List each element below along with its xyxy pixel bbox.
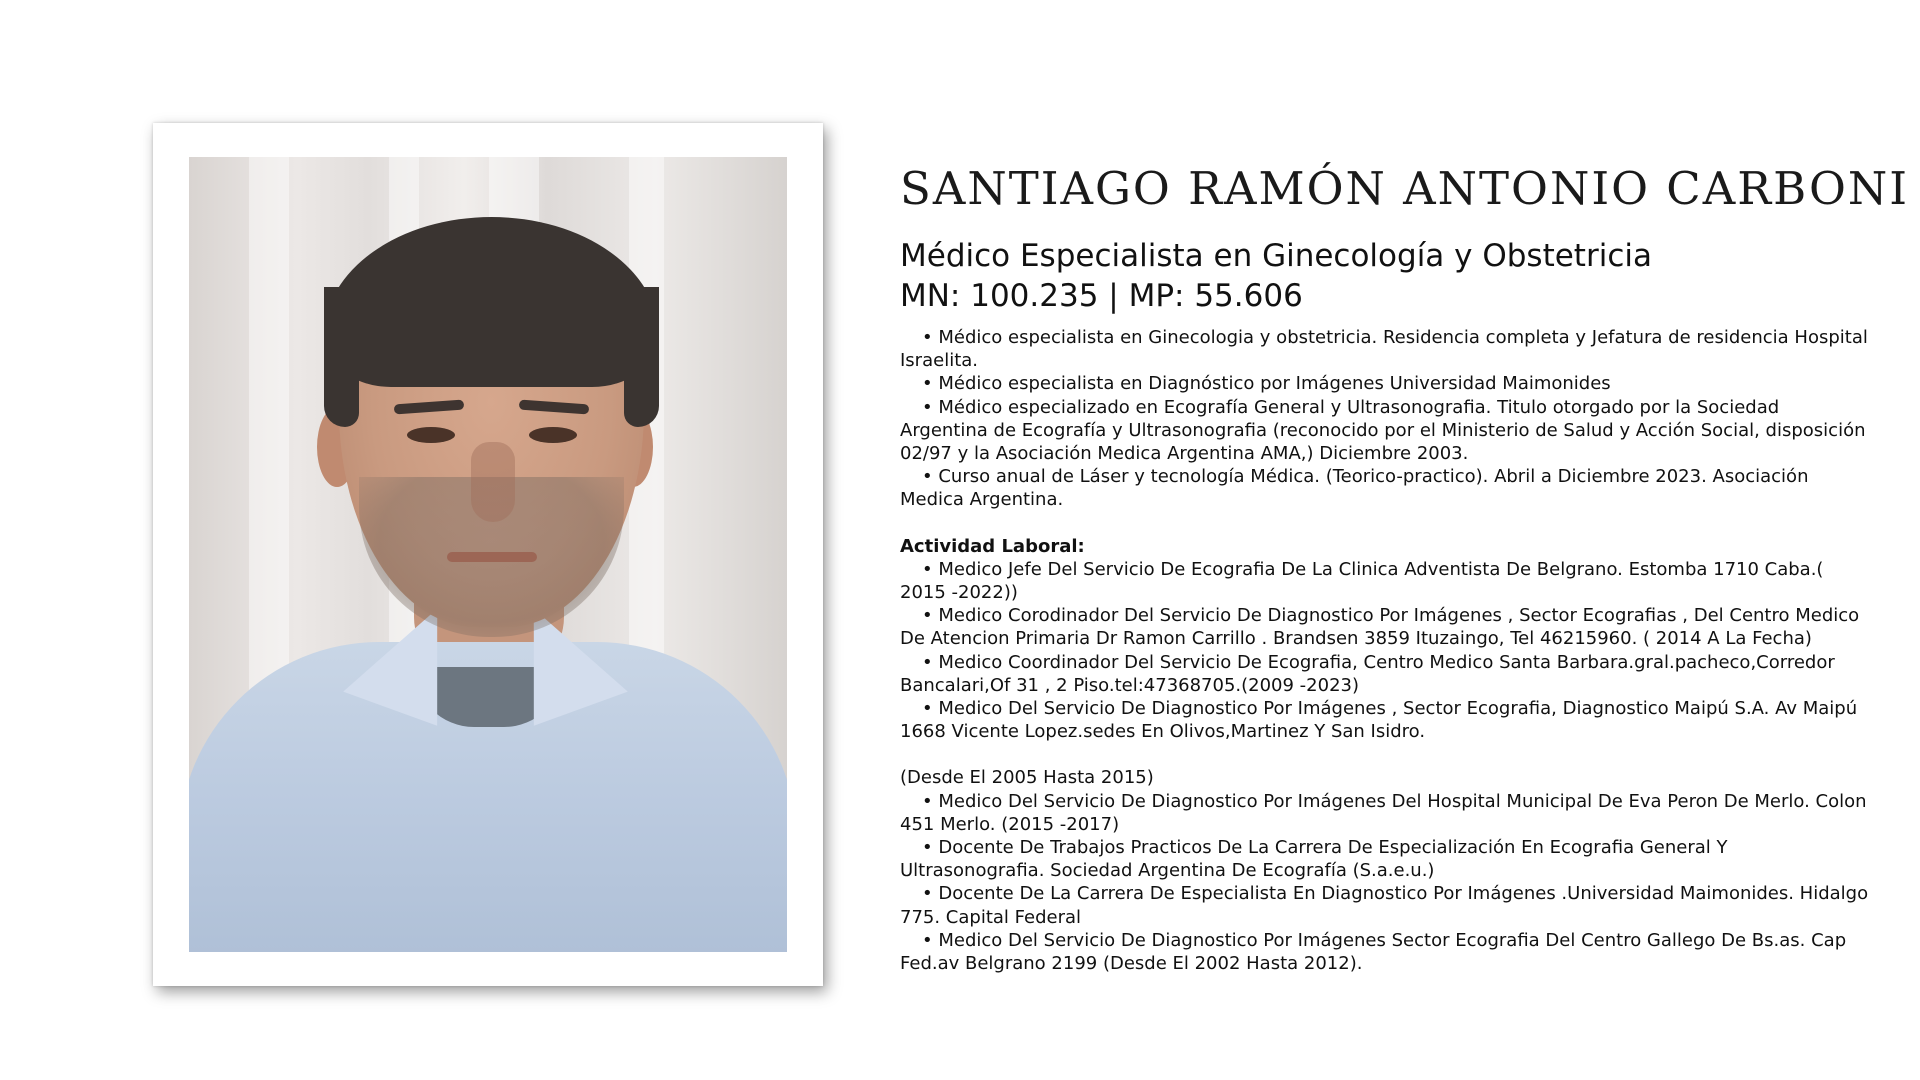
portrait-hair bbox=[324, 217, 659, 387]
portrait-photo bbox=[189, 157, 787, 952]
work-item: • Docente De La Carrera De Especialista En Diagnostico Por Imágenes .Universidad Maimonides. Hidalgo 775. Capital Federal bbox=[900, 883, 1869, 928]
education-item: • Curso anual de Láser y tecnología Médica. (Teorico-practico). Abril a Diciembre 2023. Asociación Medica Argentina. bbox=[900, 466, 1809, 511]
work-item: • Docente De Trabajos Practicos De La Carrera De Especialización En Ecografia General Y Ultrasonografia. Sociedad Argentina De Ecografía (S.a.e.u.) bbox=[900, 837, 1728, 882]
work-item: • Medico Del Servicio De Diagnostico Por Imágenes Sector Ecografia Del Centro Gallego De Bs.as. Cap Fed.av Belgrano 2199 (Desde El 2002 Hasta 2012). bbox=[900, 929, 1847, 975]
education-item: • Médico especialista en Ginecologia y obstetricia. Residencia completa y Jefatura de residencia Hospital Israelita. bbox=[900, 327, 1868, 372]
education-item: • Médico especializado en Ecografía General y Ultrasonografia. Titulo otorgado por la Sociedad Argentina de Ecografía y Ultrasonografia (reconocido por el Ministerio de Salud y Acción Social, disposición 02/97 y la Asociación Medica Argentina AMA,) Diciembre 2003. bbox=[900, 396, 1866, 465]
portrait-hair-side bbox=[324, 287, 359, 427]
portrait-hair-side bbox=[624, 287, 659, 427]
doctor-name: SANTIAGO RAMÓN ANTONIO CARBONI bbox=[900, 162, 1910, 215]
work-period-note: (Desde El 2005 Hasta 2015) bbox=[900, 767, 1154, 789]
work-heading: Actividad Laboral: bbox=[900, 535, 1085, 557]
work-item: • Medico Coordinador Del Servicio De Ecografia, Centro Medico Santa Barbara.gral.pacheco,Corredor Bancalari,Of 31 , 2 Piso.tel:47368705.(2009 -2023) bbox=[900, 651, 1835, 696]
spacer bbox=[900, 512, 1870, 535]
portrait-eye bbox=[529, 427, 577, 443]
photo-frame bbox=[153, 123, 823, 986]
work-item: • Medico Jefe Del Servicio De Ecografia De La Clinica Adventista De Belgrano. Estomba 1710 Caba.( 2015 -2022)) bbox=[900, 558, 1824, 604]
portrait-nose bbox=[471, 442, 515, 522]
portrait-eye bbox=[407, 427, 455, 443]
biography bbox=[900, 326, 1870, 975]
work-item: • Medico Corodinador Del Servicio De Diagnostico Por Imágenes , Sector Ecografias , Del Centro Medico De Atencion Primaria Dr Ramon Carrillo . Brandsen 3859 Ituzaingo, Tel 46215960. ( 2014 A La Fecha) bbox=[900, 605, 1860, 650]
education-item: • Médico especialista en Diagnóstico por Imágenes Universidad Maimonides bbox=[922, 373, 1611, 395]
specialty-title: Médico Especialista en Ginecología y Obstetricia bbox=[900, 238, 1652, 274]
spacer bbox=[900, 743, 1870, 766]
portrait-mouth bbox=[447, 552, 537, 562]
work-item: • Medico Del Servicio De Diagnostico Por Imágenes Del Hospital Municipal De Eva Peron De Merlo. Colon 451 Merlo. (2015 -2017) bbox=[900, 790, 1867, 835]
work-item: • Medico Del Servicio De Diagnostico Por Imágenes , Sector Ecografia, Diagnostico Maipú S.A. Av Maipú 1668 Vicente Lopez.sedes En Olivos,Martinez Y San Isidro. bbox=[900, 698, 1858, 743]
license-numbers: MN: 100.235 | MP: 55.606 bbox=[900, 278, 1303, 314]
